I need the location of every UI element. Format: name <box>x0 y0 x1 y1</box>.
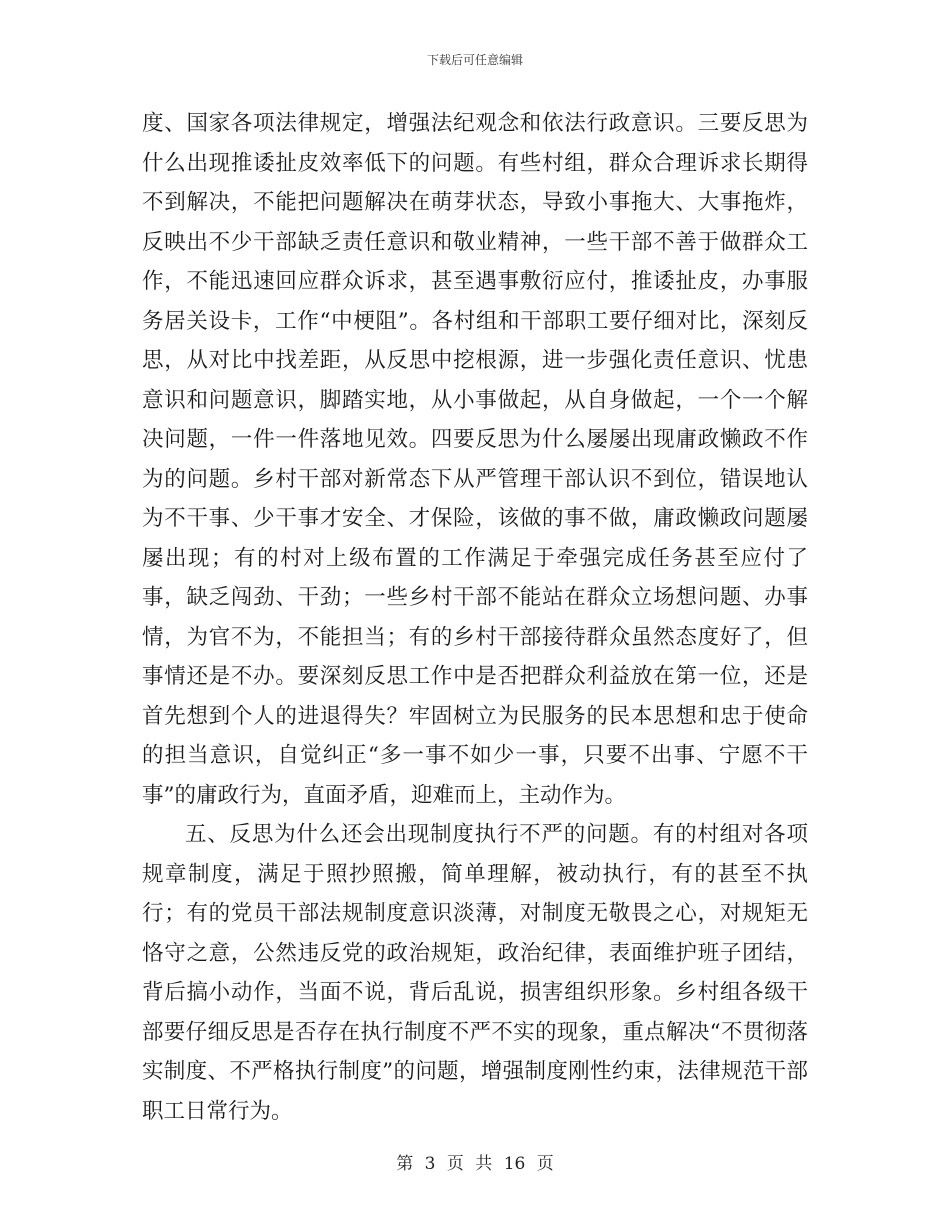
page-number: 第 3 页 共 16 页 <box>396 1154 554 1174</box>
body-paragraph-2: 五、反思为什么还会出现制度执行不严的问题。有的村组对各项规章制度，满足于照抄照搬，简单理解，被动执行，有的甚至不执行；有的党员干部法规制度意识淡薄，对制度无敬畏之心，对规矩无恪守之意，公然违反党的政治规矩，政治纪律，表面维护班子团结，背后搞小动作，当面不说，背后乱说，损害组织形象。乡村组各级干部要仔细反思是否存在执行制度不严不实的现象，重点解决“不贯彻落实制度、不严格执行制度”的问题，增强制度刚性约束，法律规范干部职工日常行为。 <box>142 822 808 1124</box>
document-body <box>142 104 808 1131</box>
body-paragraph-1: 度、国家各项法律规定，增强法纪观念和依法行政意识。三要反思为什么出现推诿扯皮效率低下的问题。有些村组，群众合理诉求长期得不到解决，不能把问题解决在萌芽状态，导致小事拖大、大事拖炸，反映出不少干部缺乏责任意识和敬业精神，一些干部不善于做群众工作，不能迅速回应群众诉求，甚至遇事敷衍应付，推诿扯皮，办事服务居关设卡，工作“中梗阻”。各村组和干部职工要仔细对比，深刻反思，从对比中找差距，从反思中挖根源，进一步强化责任意识、忧患意识和问题意识，脚踏实地，从小事做起，从自身做起，一个一个解决问题，一件一件落地见效。四要反思为什么屡屡出现庸政懒政不作为的问题。乡村干部对新常态下从严管理干部认识不到位，错误地认为不干事、少干事才安全、才保险，该做的事不做，庸政懒政问题屡屡出现；有的村对上级布置的工作满足于牵强完成任务甚至应付了事，缺乏闯劲、干劲；一些乡村干部不能站在群众立场想问题、办事情，为官不为，不能担当；有的乡村干部接待群众虽然态度好了，但事情还是不办。要深刻反思工作中是否把群众利益放在第一位，还是首先想到个人的进退得失？牢固树立为民服务的民本思想和忠于使命的担当意识，自觉纠正“多一事不如少一事，只要不出事、宁愿不干事”的庸政行为，直面矛盾，迎难而上，主动作为。 <box>142 111 808 808</box>
page-header: 下载后可任意编辑 <box>426 53 523 67</box>
